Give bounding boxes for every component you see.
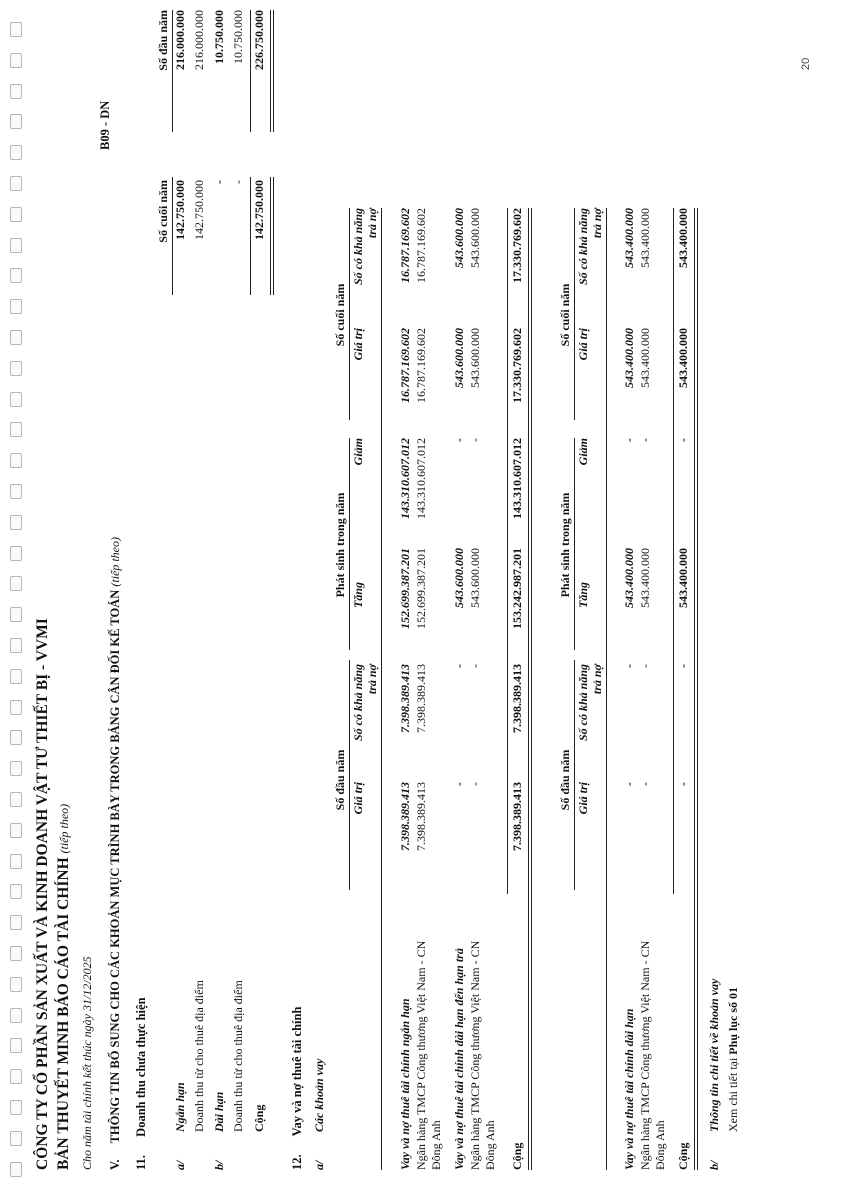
table-cell: 16.787.169.602 xyxy=(398,208,412,283)
row-label-cont: Đông Anh xyxy=(483,1120,497,1170)
table-cell: 16.787.169.602 xyxy=(398,328,412,403)
report-period: Cho năm tài chính kết thúc ngày 31/12/2025 xyxy=(80,956,94,1170)
row-label: Cộng xyxy=(676,1142,690,1170)
table-cell: 543.400.000 xyxy=(638,208,652,268)
table-cell: - xyxy=(676,664,690,668)
table-cell: 143.310.607.012 xyxy=(414,438,428,519)
note11-heading xyxy=(134,997,149,1170)
table-rule xyxy=(381,208,382,1170)
note11-col-begin: Số đầu năm xyxy=(156,10,170,71)
table-cell: 143.310.607.012 xyxy=(510,438,524,519)
note11-a-item: Doanh thu từ cho thuê địa điểm xyxy=(192,980,206,1132)
table-rule xyxy=(349,660,350,890)
group-header-movement: Phát sinh trong năm xyxy=(558,492,572,598)
page-number: 20 xyxy=(800,57,812,70)
note11-b-total-begin: 10.750.000 xyxy=(212,10,226,64)
note12-a-title: Các khoản vay xyxy=(312,1058,326,1132)
col-header-value: Giá trị xyxy=(351,782,365,815)
table-cell: - xyxy=(676,438,690,442)
table-rule xyxy=(574,208,575,420)
row-label: Vay và nợ thuê tài chính ngắn hạn xyxy=(398,998,412,1170)
note11-number: 11. xyxy=(134,1155,148,1170)
table-cell: 543.400.000 xyxy=(676,328,690,388)
col-header-value-end: Giá trị xyxy=(576,328,590,361)
table-cell: - xyxy=(622,782,636,786)
col-header-repay-end-2: trả nợ xyxy=(365,208,379,239)
company-name: CÔNG TY CỔ PHẦN SẢN XUẤT VÀ KINH DOANH VẬT TƯ THIẾT BỊ - VVMI xyxy=(34,618,51,1170)
appendix-reference: Phụ lục số 01 xyxy=(726,987,740,1055)
col-header-increase: Tăng xyxy=(576,582,590,609)
table-cell: 543.400.000 xyxy=(622,208,636,268)
table-cell: - xyxy=(676,782,690,786)
report-title xyxy=(55,804,73,1170)
table-rule xyxy=(574,660,575,890)
col-header-repay-2: trả nợ xyxy=(365,664,379,695)
col-header-value: Giá trị xyxy=(576,782,590,815)
table-cell: 543.600.000 xyxy=(452,548,466,608)
table-cell: 543.400.000 xyxy=(676,208,690,268)
note12-b-title: Thông tin chi tiết về khoản vay xyxy=(707,978,721,1132)
table-cell: 543.400.000 xyxy=(676,548,690,608)
table-cell: 543.600.000 xyxy=(468,208,482,268)
table-cell: 543.400.000 xyxy=(638,548,652,608)
table-cell: - xyxy=(452,438,466,442)
table-cell: 16.787.169.602 xyxy=(414,328,428,403)
table-cell: 7.398.389.413 xyxy=(398,782,412,851)
col-header-repay-end-2: trả nợ xyxy=(590,208,604,239)
table-rule xyxy=(673,208,674,894)
row-label-cont: Đông Anh xyxy=(429,1120,443,1170)
table-cell: 7.398.389.413 xyxy=(398,664,412,733)
note11-a-item-begin: 216.000.000 xyxy=(192,10,206,70)
col-header-repay-end: Số có khả năng xyxy=(576,208,590,286)
table-cell: 543.400.000 xyxy=(622,548,636,608)
table-rule xyxy=(694,208,698,1170)
table-cell: - xyxy=(622,664,636,668)
table-cell: - xyxy=(468,782,482,786)
table-cell: 543.600.000 xyxy=(468,548,482,608)
table-cell: - xyxy=(452,664,466,668)
table-cell: - xyxy=(452,782,466,786)
report-title-note: (tiếp theo) xyxy=(57,803,71,854)
table-cell: 152.699.387.201 xyxy=(398,548,412,629)
table-cell: - xyxy=(468,438,482,442)
table-cell: 17.330.769.602 xyxy=(510,328,524,403)
form-code: B09 - DN xyxy=(98,100,112,150)
section-number: V. xyxy=(108,1159,122,1170)
table-cell: 543.400.000 xyxy=(622,328,636,388)
note11-a-title: Ngắn hạn xyxy=(173,1082,187,1132)
note11-a-total-end: 142.750.000 xyxy=(173,180,187,240)
table-cell: 17.330.769.602 xyxy=(510,208,524,283)
note11-b-title: Dài hạn xyxy=(212,1091,226,1132)
note11-b-total-end: - xyxy=(212,180,226,184)
col-header-repay: Số có khả năng xyxy=(351,664,365,742)
note11-title: Doanh thu chưa thực hiện xyxy=(134,997,148,1137)
table-cell: 543.600.000 xyxy=(468,328,482,388)
table-cell: - xyxy=(638,782,652,786)
table-rule xyxy=(507,208,508,894)
table-rule xyxy=(606,208,607,1170)
table-rule xyxy=(574,438,575,650)
table-cell: 16.787.169.602 xyxy=(414,208,428,283)
section-title-note: (tiếp theo) xyxy=(108,536,122,587)
table-cell: 152.699.387.201 xyxy=(414,548,428,629)
section-title: THÔNG TIN BỔ SUNG CHO CÁC KHOẢN MỤC TRÌNH BÀY TRONG BẢNG CÂN ĐỐI KẾ TOÁN xyxy=(108,589,122,1144)
note11-total-end: 142.750.000 xyxy=(252,180,266,240)
table-cell: - xyxy=(638,438,652,442)
row-label: Ngân hàng TMCP Công thương Việt Nam - CN xyxy=(414,940,428,1170)
note11-a-label: a/ xyxy=(173,1160,187,1170)
note12-b-text xyxy=(726,987,741,1132)
row-label: Ngân hàng TMCP Công thương Việt Nam - CN xyxy=(468,940,482,1170)
group-header-movement: Phát sinh trong năm xyxy=(333,492,347,598)
table-cell: 543.600.000 xyxy=(452,328,466,388)
group-header-end: Số cuối năm xyxy=(558,283,572,347)
table-cell: 7.398.389.413 xyxy=(414,782,428,851)
note11-b-item: Doanh thu từ cho thuê địa điểm xyxy=(231,980,245,1132)
note12-title: Vay và nợ thuê tài chính xyxy=(290,1006,304,1137)
note11-a-item-end: 142.750.000 xyxy=(192,180,206,240)
report-title-text: BẢN THUYẾT MINH BÁO CÁO TÀI CHÍNH xyxy=(55,857,72,1170)
note12-number: 12. xyxy=(290,1154,304,1170)
table-cell: 543.600.000 xyxy=(452,208,466,268)
col-header-increase: Tăng xyxy=(351,582,365,609)
col-header-decrease: Giảm xyxy=(351,438,365,466)
group-header-end: Số cuối năm xyxy=(333,283,347,347)
group-header-begin: Số đầu năm xyxy=(558,749,572,811)
note11-col-end: Số cuối năm xyxy=(156,180,170,243)
table-rule xyxy=(528,208,532,1170)
row-label: Cộng xyxy=(510,1142,524,1170)
row-label-cont: Đông Anh xyxy=(653,1120,667,1170)
section-heading xyxy=(108,537,123,1170)
col-header-repay: Số có khả năng xyxy=(576,664,590,742)
col-header-repay-end: Số có khả năng xyxy=(351,208,365,286)
table-cell: 7.398.389.413 xyxy=(414,664,428,733)
row-label: Ngân hàng TMCP Công thương Việt Nam - CN xyxy=(638,940,652,1170)
table-cell: 543.400.000 xyxy=(638,328,652,388)
row-label: Vay và nợ thuê tài chính dài hạn đến hạn trả xyxy=(452,948,466,1170)
table-rule xyxy=(349,208,350,420)
note12-b-label: b/ xyxy=(707,1160,721,1170)
note12-heading xyxy=(290,1007,305,1170)
note11-total-begin: 226.750.000 xyxy=(252,10,266,70)
note11-b-item-end: - xyxy=(231,180,245,184)
table-cell: 7.398.389.413 xyxy=(510,664,524,733)
table-cell: - xyxy=(622,438,636,442)
table-cell: 143.310.607.012 xyxy=(398,438,412,519)
row-label: Vay và nợ thuê tài chính dài hạn xyxy=(622,1008,636,1170)
note11-total-label: Cộng xyxy=(252,1104,266,1132)
table-cell: - xyxy=(468,664,482,668)
col-header-repay-2: trả nợ xyxy=(590,664,604,695)
note11-b-item-begin: 10.750.000 xyxy=(231,10,245,64)
note12-b-text-prefix: Xem chi tiết tại xyxy=(726,1057,740,1132)
table-cell: - xyxy=(638,664,652,668)
col-header-value-end: Giá trị xyxy=(351,328,365,361)
table-cell: 7.398.389.413 xyxy=(510,782,524,851)
note11-a-total-begin: 216.000.000 xyxy=(173,10,187,70)
table-rule xyxy=(349,438,350,650)
table-cell: 153.242.987.201 xyxy=(510,548,524,629)
col-header-decrease: Giảm xyxy=(576,438,590,466)
note12-a-label: a/ xyxy=(312,1160,326,1170)
note11-b-label: b/ xyxy=(212,1160,226,1170)
group-header-begin: Số đầu năm xyxy=(333,749,347,811)
